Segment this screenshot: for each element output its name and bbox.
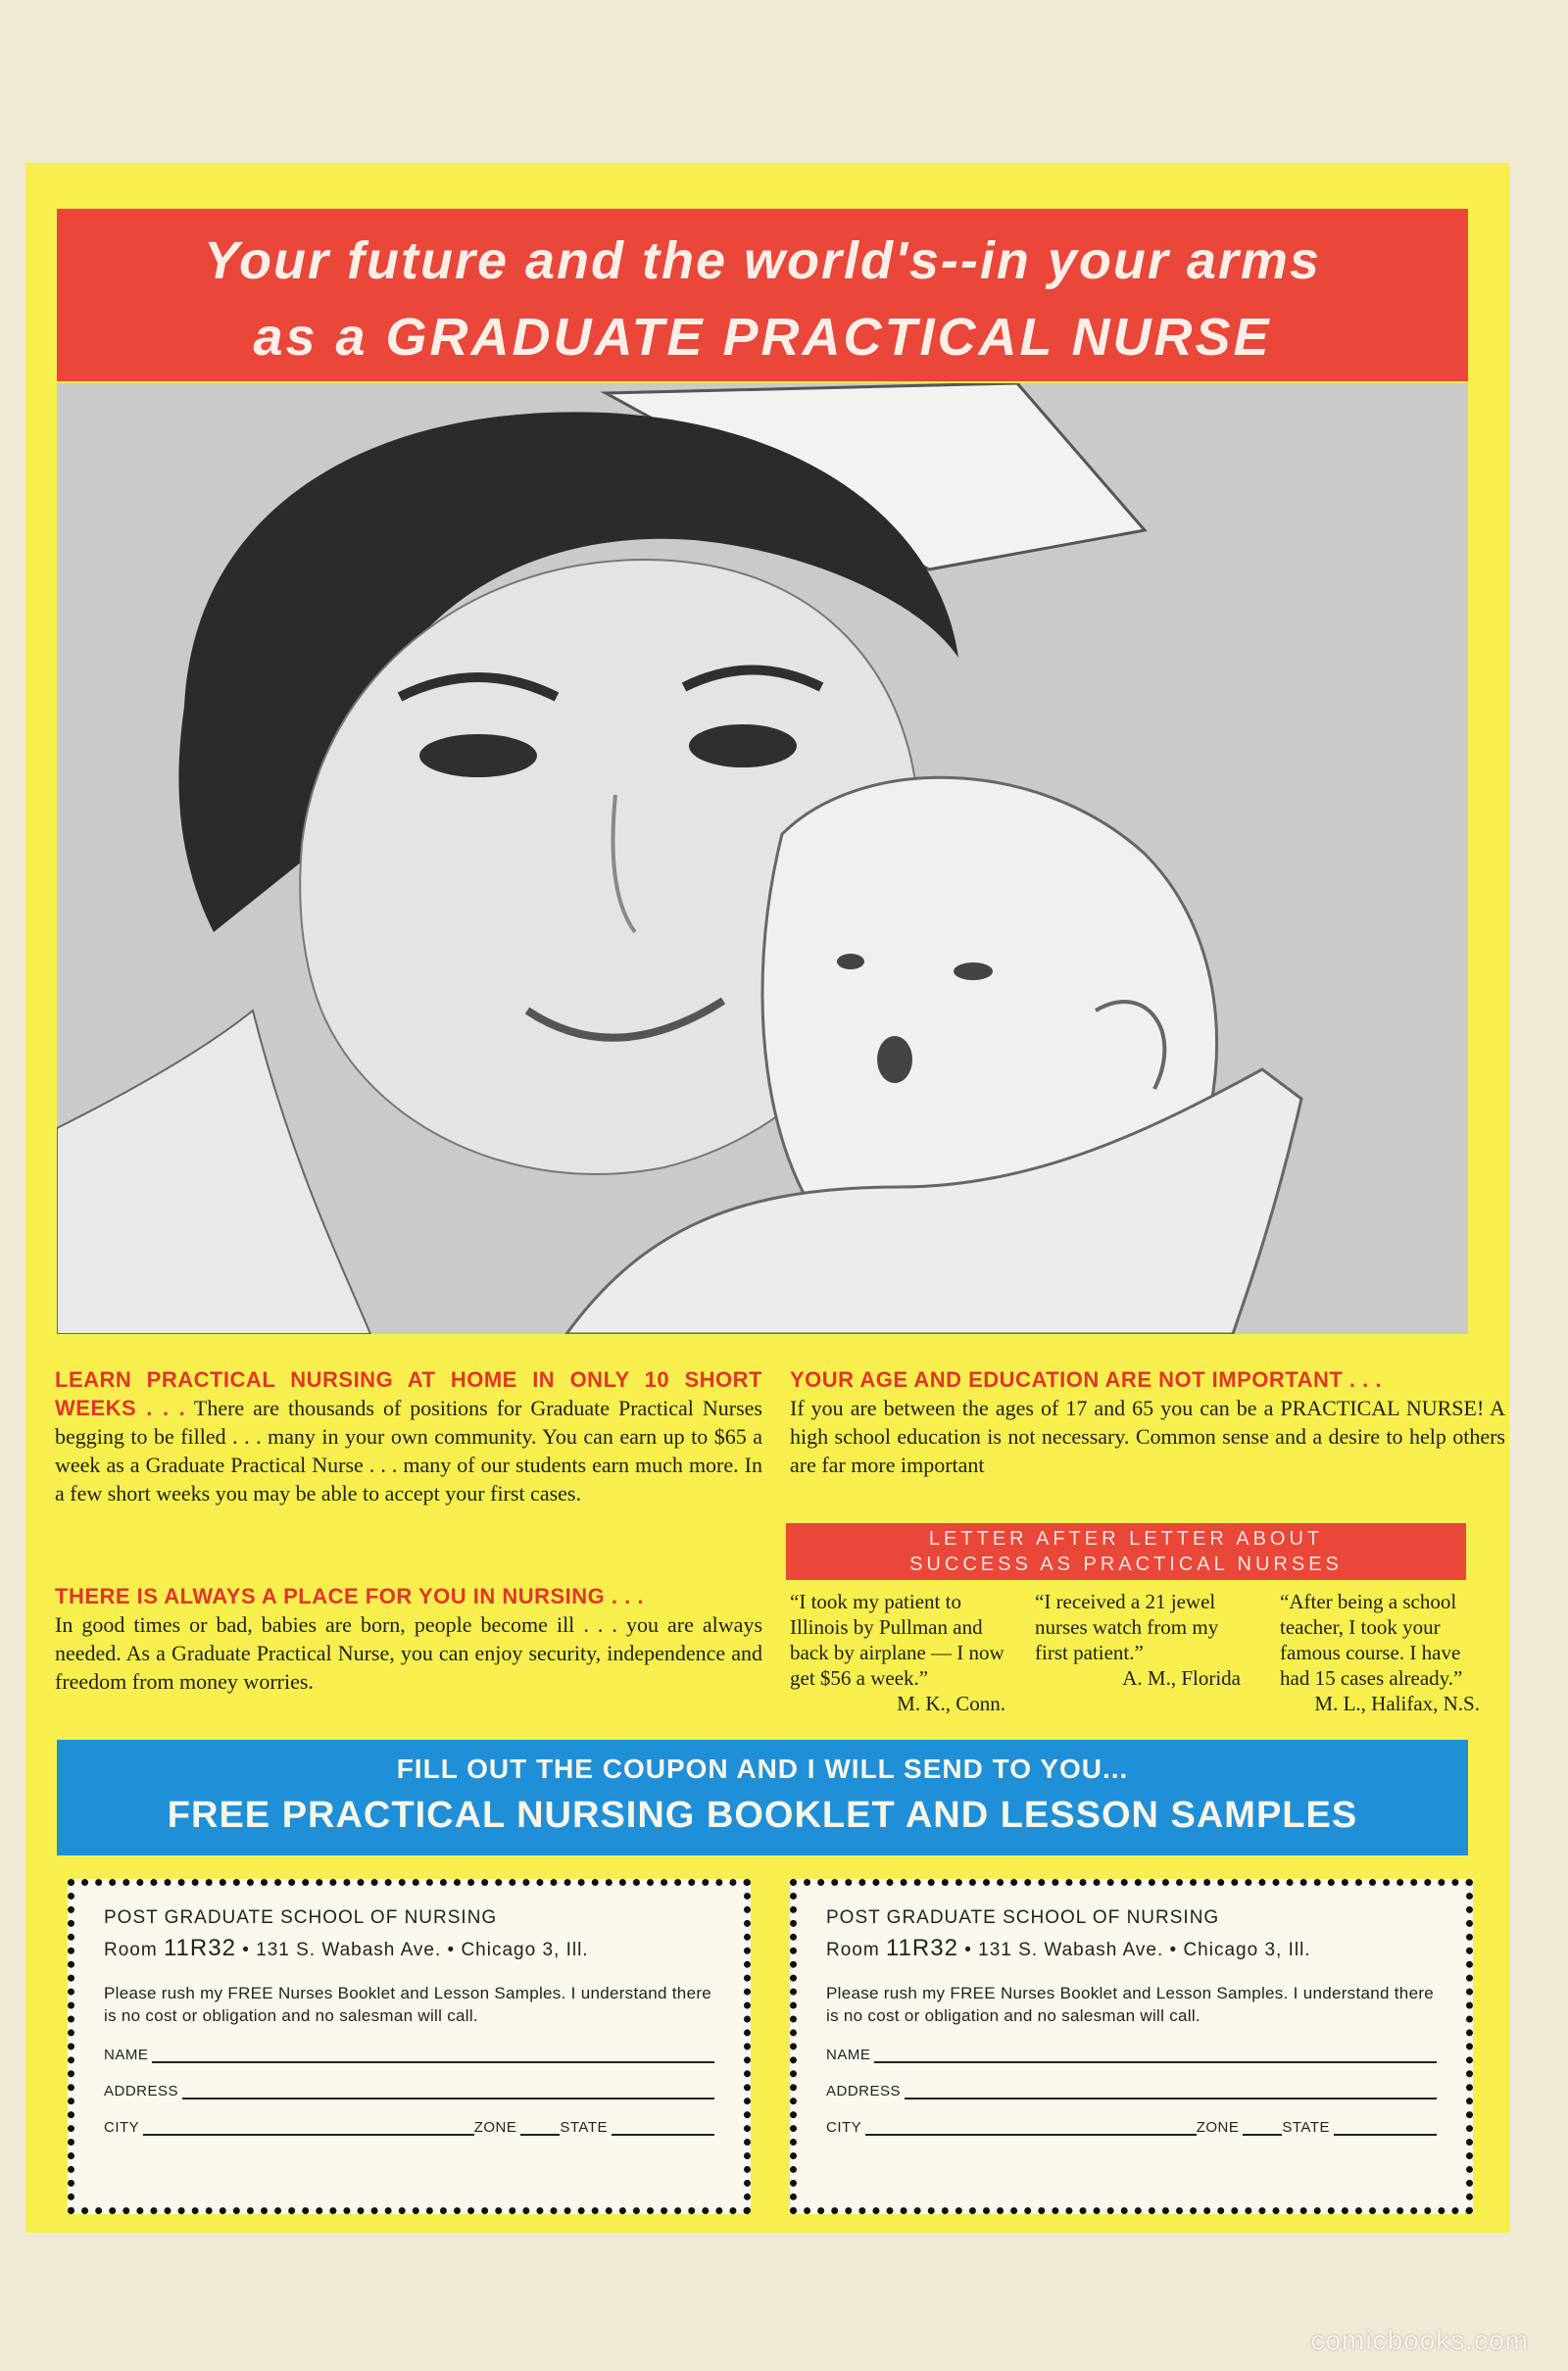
coupon-school-name: POST GRADUATE SCHOOL OF NURSING xyxy=(104,1907,498,1928)
name-field-line[interactable] xyxy=(152,2050,714,2063)
address-field-line[interactable] xyxy=(905,2086,1437,2099)
address-field-label: ADDRESS xyxy=(826,2083,902,2099)
address-field[interactable] xyxy=(826,2083,1437,2099)
section-always-a-place xyxy=(55,1582,762,1696)
coupon-street-address: • 131 S. Wabash Ave. • Chicago 3, Ill. xyxy=(242,1940,589,1960)
coupon-street-address: • 131 S. Wabash Ave. • Chicago 3, Ill. xyxy=(964,1940,1311,1960)
name-field[interactable] xyxy=(104,2047,714,2063)
name-field[interactable] xyxy=(826,2047,1437,2063)
headline-line-1: Your future and the world's--in your arms xyxy=(204,231,1321,290)
testimonial xyxy=(790,1589,1005,1716)
testimonial xyxy=(1035,1589,1241,1691)
cta-line-2: FREE PRACTICAL NURSING BOOKLET AND LESSON SAMPLES xyxy=(167,1795,1358,1836)
name-field-label: NAME xyxy=(826,2047,871,2063)
coupon-address xyxy=(826,1935,1437,1962)
city-field-line[interactable] xyxy=(143,2122,474,2136)
state-field-label: STATE xyxy=(560,2119,608,2136)
state-field-line[interactable] xyxy=(1334,2122,1437,2136)
testimonial-quote: “After being a school teacher, I took your famous course. I have had 15 cases already.” xyxy=(1280,1590,1463,1690)
coupon-address xyxy=(104,1935,714,1962)
coupon-message: Please rush my FREE Nurses Booklet and Lesson Samples. I understand there is no cost or obligation and no salesman will call. xyxy=(104,1984,712,2025)
city-field-label: CITY xyxy=(826,2119,862,2136)
testimonial-quote: “I received a 21 jewel nurses watch from my first patient.” xyxy=(1035,1590,1219,1664)
city-zone-state-field[interactable] xyxy=(826,2119,1437,2136)
section-age-heading: YOUR AGE AND EDUCATION ARE NOT IMPORTANT . . . xyxy=(790,1367,1382,1392)
address-field-line[interactable] xyxy=(182,2086,714,2099)
section-learn-at-home xyxy=(55,1365,762,1507)
section-age-text: If you are between the ages of 17 and 65 you can be a PRACTICAL NURSE! A high school education is not necessary. Common sense and a desire to help others are far more important xyxy=(790,1396,1505,1477)
letters-banner xyxy=(786,1523,1466,1580)
state-field-line[interactable] xyxy=(612,2122,714,2136)
zone-field-label: ZONE xyxy=(473,2119,517,2136)
cta-line-1: FILL OUT THE COUPON AND I WILL SEND TO YOU... xyxy=(396,1754,1129,1784)
headline-line-2: as a GRADUATE PRACTICAL NURSE xyxy=(253,308,1272,367)
name-field-label: NAME xyxy=(104,2047,149,2063)
city-zone-state-field[interactable] xyxy=(104,2119,714,2136)
zone-field-line[interactable] xyxy=(520,2122,560,2136)
address-field[interactable] xyxy=(104,2083,714,2099)
coupon-cta-banner xyxy=(57,1740,1468,1855)
coupon-room-number: 11R32 xyxy=(163,1935,236,1961)
city-field-line[interactable] xyxy=(865,2122,1197,2136)
advertisement-page xyxy=(25,163,1509,2233)
section-place-heading: THERE IS ALWAYS A PLACE FOR YOU IN NURSING . . . xyxy=(55,1584,644,1608)
coupon-room-number: 11R32 xyxy=(885,1935,958,1961)
mail-coupon-right[interactable] xyxy=(790,1879,1473,2214)
coupon-room-label: Room xyxy=(826,1940,880,1960)
city-field-label: CITY xyxy=(104,2119,140,2136)
section-place-text: In good times or bad, babies are born, people become ill . . . you are always needed. As a Graduate Practical Nurse, you can enjoy security, independence and freedom from money worries. xyxy=(55,1612,762,1694)
testimonial-signature: M. L., Halifax, N.S. xyxy=(1314,1692,1480,1715)
testimonial xyxy=(1280,1589,1480,1716)
address-field-label: ADDRESS xyxy=(104,2083,179,2099)
coupon-school-name: POST GRADUATE SCHOOL OF NURSING xyxy=(826,1907,1220,1928)
headline-banner xyxy=(57,209,1468,381)
nurse-with-baby-photo xyxy=(57,383,1468,1334)
zone-field-line[interactable] xyxy=(1243,2122,1282,2136)
nurse-illustration xyxy=(57,383,1468,1334)
letters-banner-line-1: LETTER AFTER LETTER ABOUT xyxy=(928,1528,1324,1550)
coupon-room-label: Room xyxy=(104,1940,158,1960)
name-field-line[interactable] xyxy=(874,2050,1437,2063)
letters-banner-line-2: SUCCESS AS PRACTICAL NURSES xyxy=(909,1554,1343,1575)
testimonial-quote: “I took my patient to Illinois by Pullman and back by airplane — I now get $56 a week.” xyxy=(790,1590,1004,1690)
state-field-label: STATE xyxy=(1282,2119,1330,2136)
site-watermark: comicbooks.com xyxy=(1310,2325,1529,2355)
coupon-message: Please rush my FREE Nurses Booklet and Lesson Samples. I understand there is no cost or obligation and no salesman will call. xyxy=(826,1984,1435,2025)
testimonial-signature: A. M., Florida xyxy=(1122,1666,1241,1690)
section-learn-text: There are thousands of positions for Graduate Practical Nurses begging to be filled . . . many in your own community. You can earn up to $65 a week as a Graduate Practical Nurse . . . many of our students earn much more. In a few short weeks you may be able to accept your first cases. xyxy=(55,1396,762,1506)
section-age-education xyxy=(790,1365,1505,1479)
zone-field-label: ZONE xyxy=(1196,2119,1240,2136)
testimonial-signature: M. K., Conn. xyxy=(897,1692,1005,1715)
mail-coupon-left[interactable] xyxy=(68,1879,751,2214)
section-learn-heading: LEARN PRACTICAL NURSING AT HOME IN ONLY 10 SHORT WEEKS . . . xyxy=(55,1367,762,1420)
